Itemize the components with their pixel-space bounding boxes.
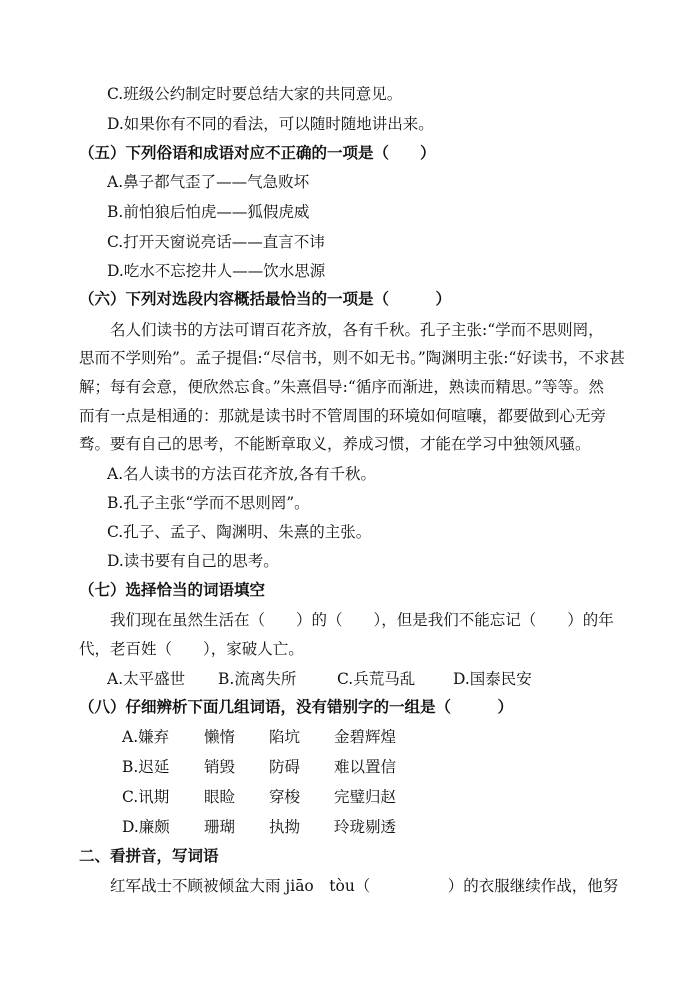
- word-cell: 完璧归赵: [334, 788, 397, 806]
- choice-d: D.国泰民安: [453, 670, 532, 688]
- word-cell: 玲珑剔透: [334, 818, 397, 836]
- passage-line: 思而不学则殆”。孟子提倡:“尽信书，则不如无书。”陶渊明主张:“好读书，不求甚: [79, 349, 625, 367]
- passage-line: 解；每有会意，便欣然忘食。”朱熹倡导:“循序而渐进，熟读而精思。”等等。然: [79, 378, 604, 396]
- word-cell: B.迟延: [122, 758, 170, 776]
- word-cell: A.嫌弃: [122, 728, 170, 746]
- question-5-option-a: A.鼻子都气歪了——气急败坏: [107, 173, 310, 191]
- question-6-option-b: B.孔子主张“学而不思则罔”。: [107, 494, 310, 512]
- word-cell: D.廉颇: [122, 818, 170, 836]
- word-cell: 陷坑: [269, 728, 301, 746]
- question-7-sentence: 我们现在虽然生活在（ ）的（ ），但是我们不能忘记（ ）的年: [79, 611, 614, 629]
- word-cell: 销毁: [204, 758, 236, 776]
- question-6-option-a: A.名人读书的方法百花齐放,各有千秋。: [107, 465, 377, 483]
- choice-c: C.兵荒马乱: [337, 670, 416, 688]
- word-cell: 防碍: [269, 758, 301, 776]
- option-line: C.班级公约制定时要总结大家的共同意见。: [107, 85, 403, 103]
- word-cell: 穿梭: [269, 788, 301, 806]
- question-7-sentence: 代，老百姓（ ），家破人亡。: [79, 640, 304, 658]
- choice-a: A.太平盛世: [107, 670, 186, 688]
- section-2-heading: 二、看拼音，写词语: [79, 847, 219, 865]
- word-cell: 珊瑚: [204, 818, 236, 836]
- section-2-sentence: 红军战士不顾被倾盆大雨 jiāo tòu（ ）的衣服继续作战，他努: [79, 877, 619, 895]
- passage-line: 名人们读书的方法可谓百花齐放，各有千秋。孔子主张:“学而不思则罔，: [79, 321, 604, 339]
- question-6-option-c: C.孔子、孟子、陶渊明、朱熹的主张。: [107, 523, 372, 541]
- word-cell: 眼睑: [204, 788, 236, 806]
- word-cell: 懒惰: [204, 728, 236, 746]
- question-6-heading: （六）下列对选段内容概括最恰当的一项是（ ）: [79, 290, 452, 308]
- passage-line: 骛。要有自己的思考，不能断章取义，养成习惯，才能在学习中独领风骚。: [79, 435, 591, 453]
- question-6-option-d: D.读书要有自己的思考。: [107, 552, 279, 570]
- word-cell: 执拗: [269, 818, 301, 836]
- question-5-option-b: B.前怕狼后怕虎——狐假虎威: [107, 203, 310, 221]
- option-line: D.如果你有不同的看法，可以随时随地讲出来。: [107, 115, 434, 133]
- word-cell: 金碧辉煌: [334, 728, 397, 746]
- choice-b: B.流离失所: [218, 670, 297, 688]
- question-5-option-c: C.打开天窗说亮话——直言不讳: [107, 233, 325, 251]
- word-cell: C.讯期: [122, 788, 170, 806]
- question-5-option-d: D.吃水不忘挖井人——饮水思源: [107, 262, 326, 280]
- question-8-heading: （八）仔细辨析下面几组词语，没有错别字的一组是（ ）: [79, 698, 514, 716]
- question-7-heading: （七）选择恰当的词语填空: [79, 581, 266, 599]
- question-5-heading: （五）下列俗语和成语对应不正确的一项是（ ）: [79, 144, 436, 162]
- passage-line: 而有一点是相通的：那就是读书时不管周围的环境如何喧嚷，都要做到心无旁: [79, 407, 607, 425]
- word-cell: 难以置信: [334, 758, 397, 776]
